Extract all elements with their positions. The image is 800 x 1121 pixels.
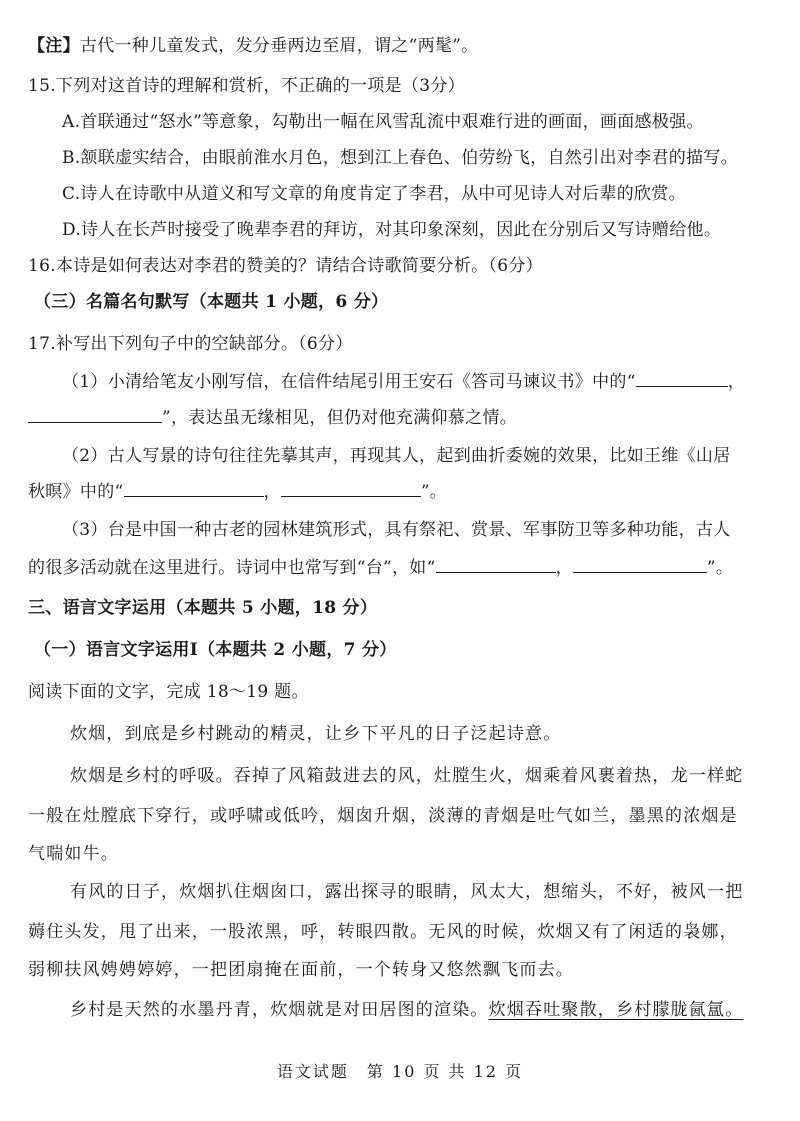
q17-part1-line1 — [62, 370, 745, 394]
q17-part1-text: （1）小清给笔友小刚写信，在信件结尾引用王安石《答司马谏议书》中的“ — [62, 372, 636, 392]
note-bracket: 【注】 — [28, 36, 80, 56]
q17-part2-comma: ， — [263, 482, 281, 502]
q17-stem: 17.补写出下列句子中的空缺部分。（6分） — [28, 334, 353, 354]
passage-line-2: 炊烟是乡村的呼吸。吞掉了风箱鼓进去的风，灶膛生火，烟乘着风裹着热，龙一样蛇 — [70, 766, 744, 786]
q15-option-a: A.首联通过“怒水”等意象，勾勒出一幅在风雪乱流中艰难行进的画面，画面感极强。 — [62, 112, 704, 132]
q17-part3-text: 的很多活动就在这里进行。诗词中也常写到“台”，如“ — [28, 558, 436, 578]
q17-part3-comma: ， — [555, 558, 573, 578]
passage-line-1: 炊烟，到底是乡村跳动的精灵，让乡下平凡的日子泛起诗意。 — [70, 724, 562, 744]
q17-part1-blank-1[interactable] — [636, 370, 728, 387]
q17-part1-line2 — [28, 406, 517, 430]
passage-line-3: 一般在灶膛底下穿行，或呼啸或低吟，烟囱升烟，淡薄的青烟是吐气如兰，墨黑的浓烟是 — [28, 806, 738, 826]
q17-part1-blank-2[interactable] — [28, 406, 162, 423]
q17-part2-blank-2[interactable] — [281, 480, 421, 497]
q15-option-c: C.诗人在诗歌中从道义和写文章的角度肯定了李君，从中可见诗人对后辈的欣赏。 — [62, 184, 686, 204]
q16-stem: 16.本诗是如何表达对李君的赞美的？请结合诗歌简要分析。（6分） — [28, 256, 543, 276]
passage-line-7: 弱柳扶风娉娉婷婷，一把团扇掩在面前，一个转身又悠然飘飞而去。 — [28, 960, 574, 980]
passage-line-6: 薅住头发，甩了出来，一股浓黑，呼，转眼四散。无风的时候，炊烟又有了闲适的袅娜， — [28, 922, 738, 942]
q17-part1-tail: ”，表达虽无缘相见，但仍对他充满仰慕之情。 — [162, 408, 517, 428]
reading-instruction: 阅读下面的文字，完成 18～19 题。 — [28, 682, 309, 702]
q17-part1-comma: ， — [727, 372, 746, 392]
q15-option-b: B.颔联虚实结合，由眼前淮水月色，想到江上春色、伯劳纷飞，自然引出对李君的描写。 — [62, 148, 738, 168]
passage-line-8 — [70, 998, 743, 1022]
q17-part2-line1: （2）古人写景的诗句往往先摹其声，再现其人，起到曲折委婉的效果，比如王维《山居 — [62, 446, 731, 466]
page-footer: 语文试题 第 10 页 共 12 页 — [276, 1062, 524, 1081]
q15-option-d: D.诗人在长芦时接受了晚辈李君的拜访，对其印象深刻，因此在分别后又写诗赠给他。 — [62, 220, 722, 240]
q17-part3-end: ”。 — [706, 558, 734, 578]
q17-part2-text: 秋暝》中的“ — [28, 482, 124, 502]
q17-part3-blank-1[interactable] — [436, 556, 556, 573]
q17-part3-blank-2[interactable] — [573, 556, 707, 573]
sub-1-title: （一）语言文字运用Ⅰ（本题共 2 小题，7 分） — [34, 640, 397, 660]
passage-underlined-sentence: 炊烟吞吐聚散，乡村朦胧氤氲。 — [488, 1000, 744, 1020]
q17-part3-line1: （3）台是中国一种古老的园林建筑形式，具有祭祀、赏景、军事防卫等多种功能，古人 — [62, 520, 731, 540]
passage-line-8-text: 乡村是天然的水墨丹青，炊烟就是对田居图的渲染。 — [70, 1000, 489, 1020]
note-text: 古代一种儿童发式，发分垂两边至眉，谓之“两髦”。 — [79, 36, 479, 56]
passage-line-5: 有风的日子，炊烟扒住烟囱口，露出探寻的眼睛，风太大，想缩头，不好，被风一把 — [70, 882, 744, 902]
q17-part2-end: ”。 — [420, 482, 448, 502]
q17-part2-blank-1[interactable] — [124, 480, 264, 497]
q17-part2-line2 — [28, 480, 447, 504]
q15-stem: 15.下列对这首诗的理解和赏析，不正确的一项是（3分） — [28, 76, 465, 96]
section-3-title: （三）名篇名句默写（本题共 1 小题，6 分） — [34, 292, 389, 312]
note-line — [28, 34, 479, 58]
q17-part3-line2 — [28, 556, 733, 580]
part-3-title: 三、语言文字运用（本题共 5 小题，18 分） — [28, 598, 378, 618]
passage-line-4: 气喘如牛。 — [28, 844, 119, 864]
